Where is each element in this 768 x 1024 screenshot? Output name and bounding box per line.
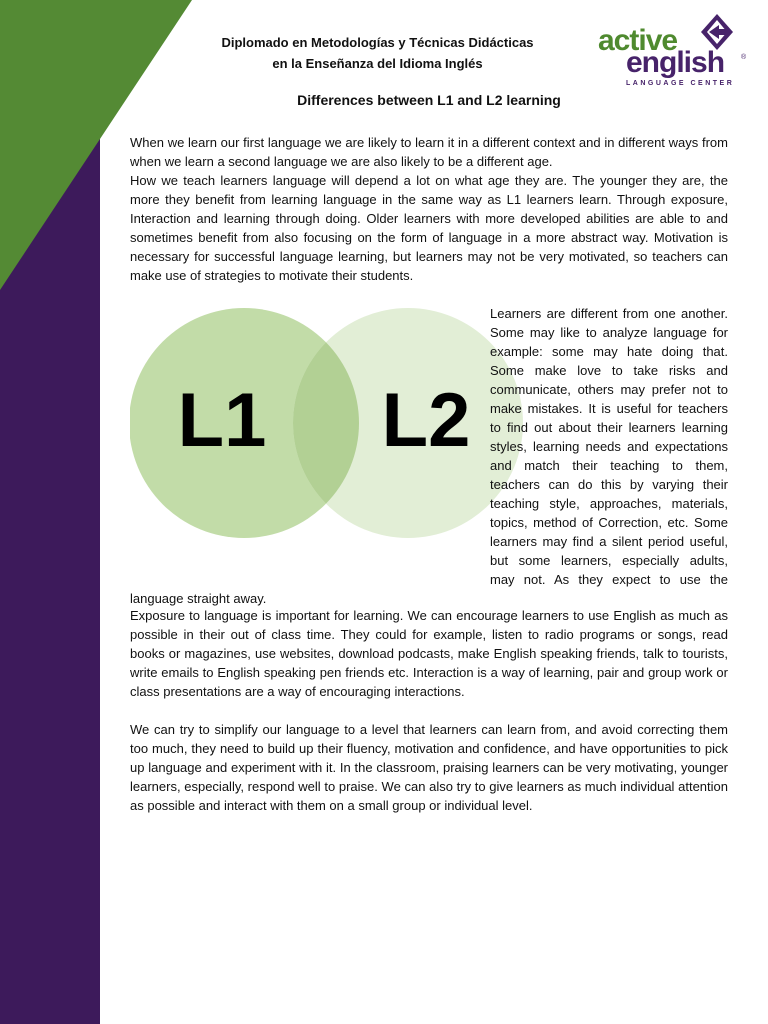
logo-word-english: english: [626, 46, 725, 79]
page-title: Differences between L1 and L2 learning: [297, 92, 561, 108]
paragraph-learner-differences: Learners are different from one another. Some may like to analyze language for example: some may hate doing that. Some make love to take risks and communicate, others may prefer not to make mistakes. It is useful for teachers to find out about their learners learning styles, learning needs and expectations and match their teaching to them, teachers can do this by varying their teaching style, approaches, materials, topics, method of Correction, etc. Some learners may find a silent period useful, but some learners, especially adults, may not. As they expect to use the language straight away.: [130, 306, 728, 606]
paragraph-intro-line-2: How we teach learners language will depend a lot on what age they are. The younger they are, the more they benefit from learning language in the same way as L1 learners learn. Through exposure, Interaction and learning through doing. Older learners with more developed abilities are able to and sometimes benefit from also focusing on the form of language in a more abstract way. Motivation is necessary for successful language learning, but learners may not be very motivated, so teachers can make use of strategies to motivate their students.: [130, 173, 728, 283]
venn-label-l1: L1: [177, 378, 267, 463]
active-english-logo: [596, 12, 750, 92]
course-header-line-2: en la Enseñanza del Idioma Inglés: [272, 56, 483, 71]
venn-diagram: [130, 304, 490, 574]
logo-tagline: LANGUAGE CENTER: [626, 80, 735, 87]
course-header-line-1: Diplomado en Metodologías y Técnicas Didácticas: [221, 35, 534, 50]
venn-label-l2: L2: [381, 378, 471, 463]
venn-svg: [130, 304, 525, 546]
logo-word-active: active: [598, 24, 678, 57]
course-header: [205, 32, 550, 74]
venn-section: [130, 304, 728, 608]
paragraph-exposure: Exposure to language is important for learning. We can encourage learners to use English as much as possible in their out of class time. They could for example, listen to radio programs or songs, read books or magazines, use websites, download podcasts, make English speaking friends, talk to tourists, write emails to English speaking pen friends etc. Interaction is a way of learning, pair and group work or class presentations are a way of encouraging interactions.: [130, 608, 728, 699]
paragraph-intro-line-1: When we learn our first language we are likely to learn it in a different context and in different ways from when we learn a second language we are also likely to be a different age.: [130, 135, 728, 169]
logo-registered-mark: ®: [741, 54, 747, 61]
paragraph-intro: [130, 133, 728, 285]
paragraph-simplify: We can try to simplify our language to a level that learners can learn from, and avoid correcting them too much, they need to build up their fluency, motivation and confidence, and have opportunities to pick up language and experiment with it. In the classroom, praising learners can be very motivating, younger learners, especially, respond well to praise. We can also try to give learners as much individual attention as possible and interact with them on a small group or individual level.: [130, 722, 728, 813]
